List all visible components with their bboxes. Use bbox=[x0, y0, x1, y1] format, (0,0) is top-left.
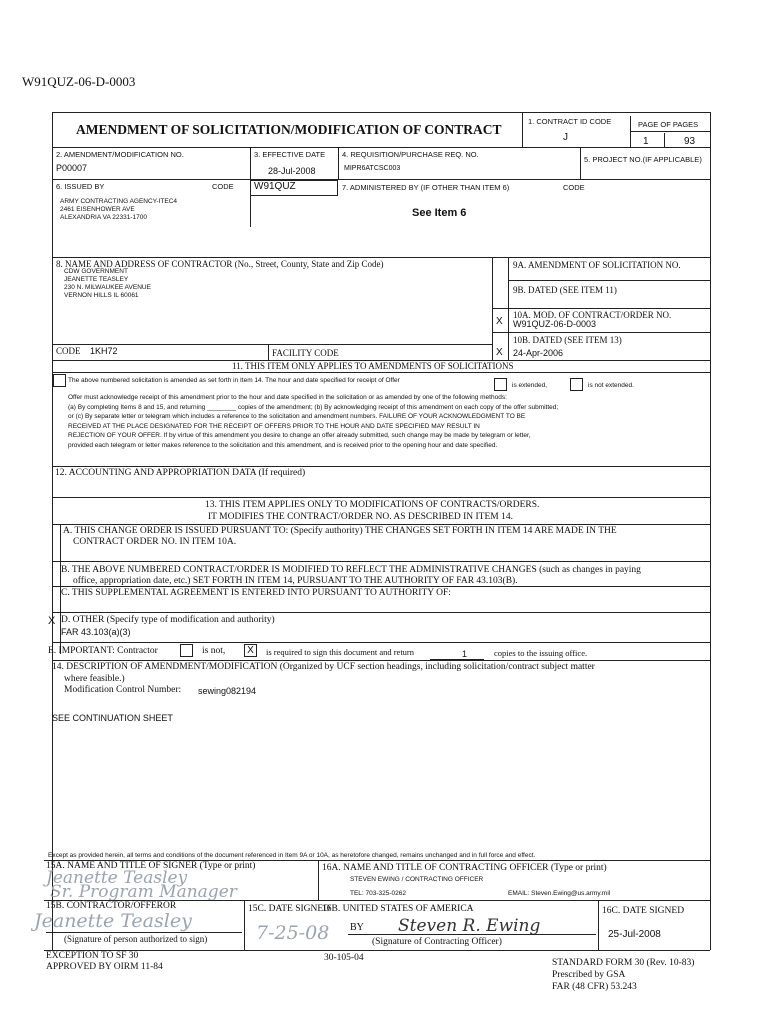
item-15b-label: 15B. CONTRACTOR/OFFEROR bbox=[46, 901, 177, 911]
contractor-label: 8. NAME AND ADDRESS OF CONTRACTOR (No., Street, County, State and Zip Code) bbox=[56, 259, 384, 269]
facility-code-label: FACILITY CODE bbox=[272, 348, 339, 358]
copies-count: 1 bbox=[462, 649, 468, 659]
item-16b-caption: (Signature of Contracting Officer) bbox=[372, 937, 502, 947]
item-13b-line2: office, appropriation date, etc.) SET FORTH IN ITEM 14, PURSUANT TO THE AUTHORITY OF FAR 43.103(B). bbox=[73, 576, 518, 586]
item-11-amended-checkbox[interactable] bbox=[53, 374, 66, 387]
is-extended-label: is extended, bbox=[512, 382, 548, 389]
requisition-no-value: MIPR6ATCSC003 bbox=[344, 165, 401, 172]
item-9a-label: 9A. AMENDMENT OF SOLICITATION NO. bbox=[513, 260, 681, 270]
important-label: E. IMPORTANT: Contractor bbox=[48, 646, 158, 656]
is-not-extended-label: is not extended. bbox=[588, 382, 634, 389]
contractor-address: CDW GOVERNMENT JEANETTE TEASLEY 230 N. MILWAUKEE AVENUE VERNON HILLS IL 60061 bbox=[64, 268, 151, 299]
date-signed-handwritten: 7-25-08 bbox=[256, 922, 330, 944]
contracting-officer-email: EMAIL: Steven.Ewing@us.army.mil bbox=[508, 890, 611, 897]
page-number: 1 bbox=[643, 136, 649, 147]
mod-control-value: sewing082194 bbox=[198, 686, 257, 696]
footer-far: FAR (48 CFR) 53.243 bbox=[552, 982, 637, 992]
contracting-officer-signature: Steven R. Ewing bbox=[398, 916, 541, 936]
issued-by-label: 6. ISSUED BY bbox=[56, 182, 105, 191]
item-13-title-2: IT MODIFIES THE CONTRACT/ORDER NO. AS DESCRIBED IN ITEM 14. bbox=[208, 512, 513, 522]
item-10a-value: W91QUZ-06-D-0003 bbox=[513, 319, 597, 329]
item-16a-label: 16A. NAME AND TITLE OF CONTRACTING OFFICER (Type or print) bbox=[322, 863, 607, 873]
administered-by-label: 7. ADMINISTERED BY (IF OTHER THAN ITEM 6) bbox=[342, 183, 510, 192]
effective-date-label: 3. EFFECTIVE DATE bbox=[254, 150, 326, 159]
item-15a-label: 15A. NAME AND TITLE OF SIGNER (Type or print) bbox=[46, 861, 256, 871]
item-13b-line1: B. THE ABOVE NUMBERED CONTRACT/ORDER IS MODIFIED TO REFLECT THE ADMINISTRATIVE CHANGES (such as changes in paying bbox=[61, 565, 641, 575]
contractor-signature: Jeanette Teasley bbox=[34, 910, 192, 932]
item-13d-line1: D. OTHER (Specify type of modification and authority) bbox=[61, 615, 275, 625]
item-10b-value: 24-Apr-2006 bbox=[513, 348, 564, 358]
footer-form-code: 30-105-04 bbox=[324, 953, 364, 963]
item-10a-mark: X bbox=[496, 316, 503, 327]
item-15c-label: 15C. DATE SIGNED bbox=[248, 904, 331, 914]
except-text: Except as provided herein, all terms and conditions of the document referenced in Item 9A or 10A, as heretofore changed, remains unchanged and in full force and effect. bbox=[48, 852, 536, 859]
item-12-label: 12. ACCOUNTING AND APPROPRIATION DATA (If required) bbox=[55, 468, 306, 478]
footer-approved: APPROVED BY OIRM 11-84 bbox=[46, 962, 163, 972]
is-not-extended-checkbox[interactable] bbox=[570, 378, 583, 391]
footer-standard-form: STANDARD FORM 30 (Rev. 10-83) bbox=[552, 958, 695, 968]
contractor-is-not-checkbox[interactable] bbox=[180, 644, 193, 657]
item-13a-line1: A. THIS CHANGE ORDER IS ISSUED PURSUANT TO: (Specify authority) THE CHANGES SET FORTH IN ITEM 14 ARE MADE IN THE bbox=[63, 526, 617, 536]
item-13d-authority: FAR 43.103(a)(3) bbox=[61, 627, 131, 637]
mod-control-label: Modification Control Number: bbox=[64, 685, 182, 695]
contracting-officer-tel: TEL: 703-325-0262 bbox=[350, 890, 407, 897]
document-number: W91QUZ-06-D-0003 bbox=[22, 74, 136, 89]
requisition-no-label: 4. REQUISITION/PURCHASE REQ. NO. bbox=[342, 150, 479, 159]
item-11-line1: The above numbered solicitation is amended as set forth in Item 14. The hour and date specified for receipt of Offer bbox=[68, 377, 400, 384]
amendment-no-label: 2. AMENDMENT/MODIFICATION NO. bbox=[56, 150, 184, 159]
item-14-label-2: where feasible.) bbox=[64, 674, 125, 684]
contracting-officer-name: STEVEN EWING / CONTRACTING OFFICER bbox=[350, 876, 484, 883]
copies-text: copies to the issuing office. bbox=[494, 648, 588, 658]
item-9b-label: 9B. DATED (SEE ITEM 11) bbox=[513, 285, 617, 295]
item-15b-caption: (Signature of person authorized to sign) bbox=[64, 934, 208, 944]
effective-date-value: 28-Jul-2008 bbox=[268, 166, 316, 176]
footer-prescribed: Prescribed by GSA bbox=[552, 970, 626, 980]
issued-by-code-label: CODE bbox=[212, 182, 234, 191]
form-title: AMENDMENT OF SOLICITATION/MODIFICATION OF CONTRACT bbox=[76, 122, 502, 137]
continuation-note: SEE CONTINUATION SHEET bbox=[52, 713, 173, 723]
amendment-no-value: P00007 bbox=[56, 163, 88, 173]
contract-id-code-value: J bbox=[563, 132, 568, 143]
total-pages: 93 bbox=[684, 136, 696, 147]
contract-id-code-label: 1. CONTRACT ID CODE bbox=[528, 117, 612, 126]
contractor-code-label: CODE bbox=[56, 346, 81, 356]
item-16c-value: 25-Jul-2008 bbox=[608, 929, 661, 940]
footer-exception: EXCEPTION TO SF 30 bbox=[46, 951, 139, 961]
contractor-code: 1KH72 bbox=[90, 346, 118, 356]
item-11-instructions: Offer must acknowledge receipt of this amendment prior to the hour and date specified in the solicitation or as amended by one of the following methods: (a) By completing Items 8 and 15, and returning ________ copies of the amendment; (b) By acknowledging receipt of this amendment on each copy of the offer submitted; or (c) By separate letter or telegram which includes a reference to the solicitation and amendment numbers. FAILURE OF YOUR ACKNOWLEDGMENT TO BE RECEIVED AT THE PLACE DESIGNATED FOR THE RECEIPT OF OFFERS PRIOR TO THE HOUR AND DATE SPECIFIED MAY RESULT IN REJECTION OF YOUR OFFER. If by virtue of this amendment you desire to change an offer already submitted, such change may be made by telegram or letter, provided each telegram or letter makes reference to the solicitation and this amendment, and is received prior to the opening hour and date specified. bbox=[68, 394, 559, 449]
is-extended-checkbox[interactable] bbox=[494, 378, 507, 391]
item-10b-label: 10B. DATED (SEE ITEM 13) bbox=[513, 335, 622, 345]
item-10a-label: 10A. MOD. OF CONTRACT/ORDER NO. bbox=[513, 310, 672, 320]
item-11-title: 11. THIS ITEM ONLY APPLIES TO AMENDMENTS OF SOLICITATIONS bbox=[232, 361, 514, 371]
item-16b-label: 16B. UNITED STATES OF AMERICA bbox=[322, 904, 474, 914]
by-label: BY bbox=[350, 922, 364, 933]
item-14-label-1: 14. DESCRIPTION OF AMENDMENT/MODIFICATION (Organized by UCF section headings, including solicitation/contract subject matter bbox=[52, 662, 595, 672]
is-not-label: is not, bbox=[202, 646, 226, 656]
issued-by-code: W91QUZ bbox=[254, 181, 296, 192]
item-13-title-1: 13. THIS ITEM APPLIES ONLY TO MODIFICATIONS OF CONTRACTS/ORDERS. bbox=[205, 500, 540, 510]
contractor-is-required-checkbox[interactable]: X bbox=[244, 644, 257, 657]
administered-by-code-label: CODE bbox=[563, 183, 585, 192]
item-16c-label: 16C. DATE SIGNED bbox=[602, 906, 685, 916]
item-13c: C. THIS SUPPLEMENTAL AGREEMENT IS ENTERED INTO PURSUANT TO AUTHORITY OF: bbox=[61, 588, 451, 598]
issued-by-address: ARMY CONTRACTING AGENCY-ITEC4 2461 EISENHOWER AVE ALEXANDRIA VA 22331-1700 bbox=[60, 198, 178, 221]
item-10b-mark: X bbox=[496, 347, 503, 358]
item-13d-mark: X bbox=[48, 615, 56, 627]
item-13a-line2: CONTRACT ORDER NO. IN ITEM 10A. bbox=[73, 537, 237, 547]
signer-name-handwritten: Jeanette Teasley bbox=[46, 868, 188, 888]
project-no-label: 5. PROJECT NO.(IF APPLICABLE) bbox=[584, 155, 702, 164]
page-of-pages-label: PAGE OF PAGES bbox=[638, 120, 699, 129]
is-required-text: is required to sign this document and return bbox=[266, 647, 415, 657]
signer-title-handwritten: Sr. Program Manager bbox=[50, 882, 237, 902]
administered-by-value: See Item 6 bbox=[412, 207, 467, 219]
